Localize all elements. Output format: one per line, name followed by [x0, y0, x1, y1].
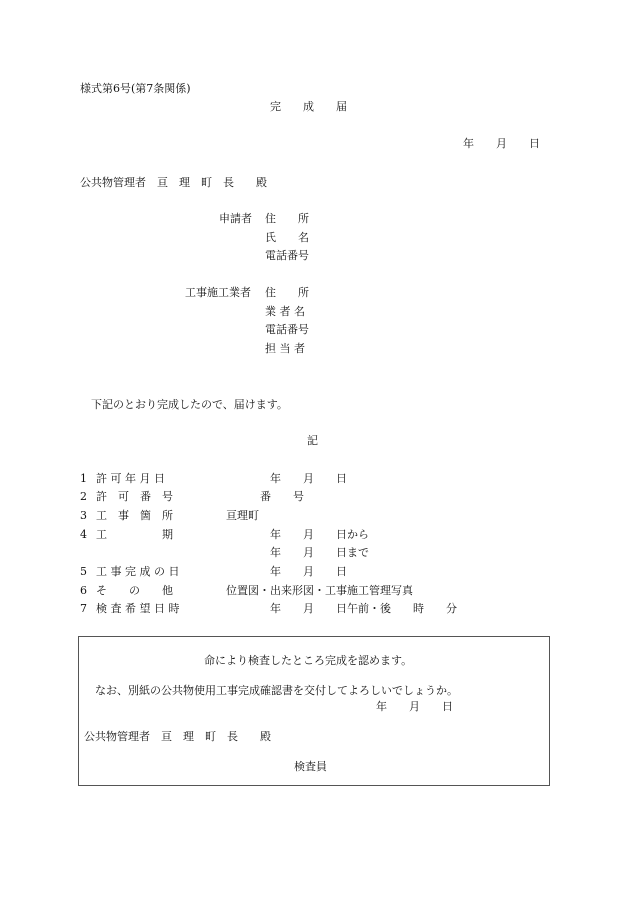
item-label: そ の 他: [96, 584, 173, 597]
item-value: 位置図・出来形図・工事施工管理写真: [226, 584, 413, 597]
item-value: 亘理町: [226, 509, 259, 522]
item-value: 番 号: [260, 490, 304, 503]
item-label: 工 期: [96, 528, 173, 541]
item-value: 年 月 日午前・後 時 分: [270, 602, 457, 615]
addressee: 公共物管理者 亘 理 町 長 殿: [80, 176, 267, 189]
submission-date: 年 月 日: [463, 137, 540, 150]
contractor-phone-label: 電話番号: [265, 323, 309, 336]
contractor-address-label: 住 所: [265, 286, 309, 299]
item-number: 3: [80, 509, 87, 522]
item-number: 1: [80, 472, 87, 485]
inspection-date: 年 月 日: [376, 700, 453, 713]
contractor-label: 工事施工業者: [185, 286, 251, 299]
item-number: 2: [80, 490, 87, 503]
item-value: 年 月 日: [270, 565, 347, 578]
item-label: 許 可 年 月 日: [96, 472, 165, 485]
item-value: 年 月 日: [270, 472, 347, 485]
inspection-note: なお、別紙の公共物使用工事完成確認書を交付してよろしいでしょうか。: [95, 684, 458, 697]
item-label: 許 可 番 号: [96, 490, 173, 503]
item-number: 6: [80, 584, 87, 597]
form-number: 様式第6号(第7条関係): [80, 82, 191, 95]
applicant-address-label: 住 所: [265, 212, 309, 225]
item-number: 4: [80, 528, 87, 541]
item-number: 7: [80, 602, 87, 615]
item-label: 工 事 完 成 の 日: [96, 565, 180, 578]
page-title: 完 成 届: [270, 100, 347, 113]
ki-heading: 記: [307, 434, 318, 447]
inspection-approval: 命により検査したところ完成を認めます。: [204, 654, 413, 667]
contractor-company-label: 業 者 名: [265, 305, 305, 318]
item-value: 年 月 日から: [270, 528, 369, 541]
contractor-person-label: 担 当 者: [265, 342, 305, 355]
item-label: 工 事 箇 所: [96, 509, 173, 522]
item-number: 5: [80, 565, 87, 578]
item-value: 年 月 日まで: [270, 546, 369, 559]
inspection-addressee: 公共物管理者 亘 理 町 長 殿: [84, 730, 271, 743]
applicant-label: 申請者: [219, 212, 252, 225]
statement: 下記のとおり完成したので、届けます。: [91, 398, 288, 411]
item-label: 検 査 希 望 日 時: [96, 602, 180, 615]
applicant-name-label: 氏 名: [265, 231, 309, 244]
applicant-phone-label: 電話番号: [265, 249, 309, 262]
inspector-label: 検査員: [294, 760, 327, 773]
